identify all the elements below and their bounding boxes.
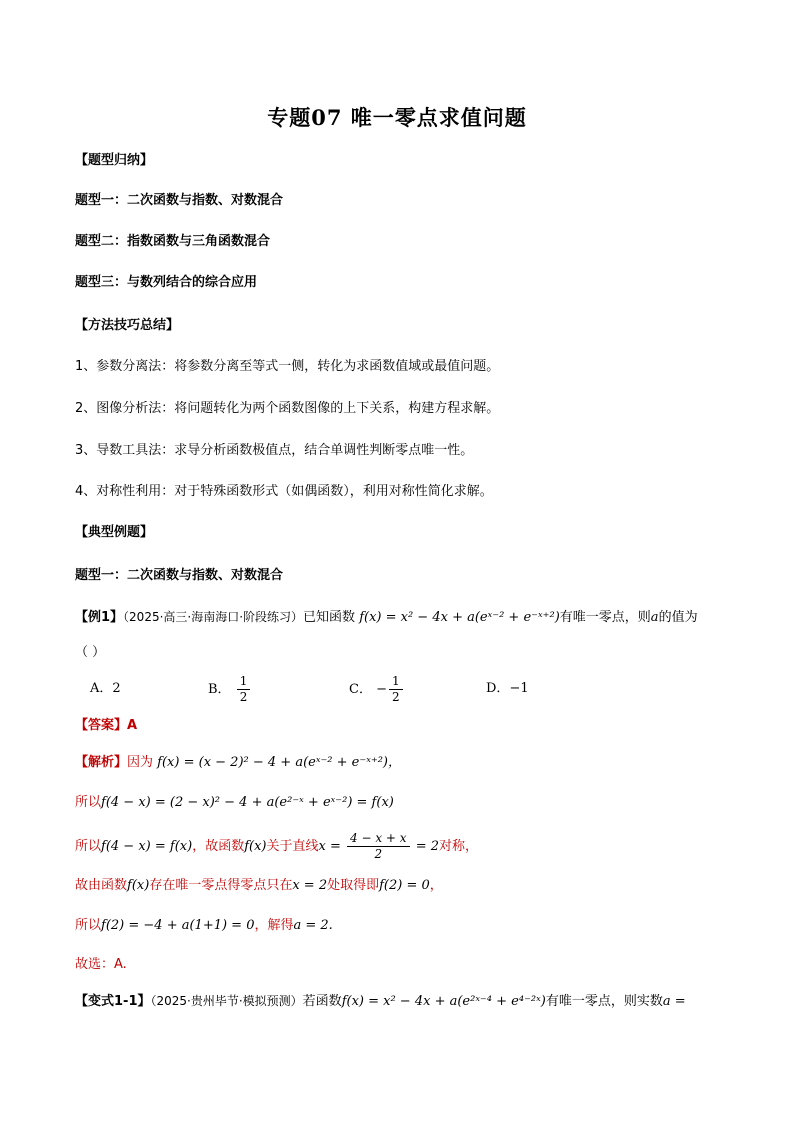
option-a	[90, 680, 121, 698]
analysis-step-2: f(4 − x) = (2 − x)² − 4 + a(e²⁻ˣ + eˣ⁻²) = f(x)	[101, 795, 394, 810]
example-type1-heading: 题型一：二次函数与指数、对数混合	[75, 568, 284, 583]
option-a-value: 2	[112, 681, 121, 696]
analysis-step-3-func: f(x)	[244, 839, 267, 854]
variant1-stem-prefix: 若函数	[302, 994, 342, 1009]
analysis-step-3-text-1: ，故函数	[192, 839, 245, 854]
analysis-line-5	[75, 917, 333, 935]
answer-value: A	[127, 718, 138, 733]
variant1-stem	[75, 992, 686, 1011]
analysis-step-4-text-4: ，	[429, 878, 443, 893]
analysis-line-4	[75, 877, 443, 895]
option-a-letter: A．	[90, 681, 113, 696]
variant1-stem-suffix: 有唯一零点，则实数	[545, 994, 663, 1009]
analysis-step-4-func: f(x)	[127, 878, 150, 893]
variant1-var: a =	[662, 994, 686, 1009]
example1-stem-end: 的值为	[658, 610, 698, 625]
analysis-step-3-fraction	[347, 831, 410, 862]
analysis-step-4-text-1: 故由函数	[75, 878, 128, 893]
option-d	[486, 680, 529, 698]
examples-heading: 【典型例题】	[75, 525, 154, 540]
analysis-step-3-x: x =	[318, 839, 341, 854]
types-heading: 【题型归纳】	[75, 153, 154, 168]
method-item-3: 3、导数工具法：求导分析函数极值点，结合单调性判断零点唯一性。	[75, 443, 474, 458]
variant1-function: f(x) = x² − 4x + a(e²ˣ⁻⁴ + e⁴⁻²ˣ)	[341, 994, 546, 1009]
answer-label: 【答案】	[75, 718, 128, 733]
example1-stem	[75, 608, 698, 627]
answer-line	[75, 717, 137, 735]
type1-item: 题型一：二次函数与指数、对数混合	[75, 193, 284, 208]
analysis-step-5-result: a = 2.	[293, 918, 333, 933]
example1-label: 【例1】	[75, 610, 124, 625]
methods-heading: 【方法技巧总结】	[75, 318, 180, 333]
option-b-letter: B．	[208, 682, 231, 697]
analysis-step-3-text-3: 对称，	[439, 839, 479, 854]
option-c: C． − $\frac{1}{2}$	[349, 674, 405, 705]
analysis-step-3-eq: f(4 − x) = f(x)	[101, 839, 193, 854]
option-b	[208, 674, 252, 705]
example1-paren: （ ）	[75, 645, 106, 660]
variant1-label: 【变式1-1】	[75, 994, 151, 1009]
analysis-step-5-text-2: ，解得	[254, 918, 294, 933]
analysis-step-2-prefix: 所以	[75, 795, 102, 810]
example1-stem-prefix: 已知函数	[303, 610, 356, 625]
type2-item: 题型二：指数函数与三角函数混合	[75, 234, 271, 249]
analysis-step-3-text-2: 关于直线	[266, 839, 319, 854]
analysis-label: 【解析】	[75, 755, 128, 770]
option-d-value: −1	[509, 681, 529, 696]
analysis-step-3-value: = 2	[415, 839, 439, 854]
option-c-letter: C．	[349, 682, 372, 697]
analysis-step-4-x: x = 2	[292, 878, 328, 893]
analysis-line-1	[75, 754, 401, 772]
analysis-step-5-eq: f(2) = −4 + a(1+1) = 0	[101, 918, 255, 933]
analysis-conclusion: 故选：A.	[75, 957, 127, 972]
fraction-denominator: 2	[374, 847, 383, 861]
type3-item: 题型三：与数列结合的综合应用	[75, 275, 258, 290]
method-item-1: 1、参数分离法：将参数分离至等式一侧，转化为求函数值域或最值问题。	[75, 359, 500, 374]
analysis-step-5-text-1: 所以	[75, 918, 102, 933]
analysis-line-2	[75, 794, 394, 812]
variant1-source: （2025·贵州毕节·模拟预测）	[150, 994, 303, 1008]
page-title: 专题07 唯一零点求值问题	[267, 105, 527, 130]
method-item-4: 4、对称性利用：对于特殊函数形式（如偶函数），利用对称性简化求解。	[75, 484, 493, 499]
option-c-fraction: $\frac{1}{2}$	[389, 674, 403, 705]
analysis-step-4-text-3: 处取得即	[327, 878, 380, 893]
analysis-step-3-prefix: 所以	[75, 839, 102, 854]
analysis-intro: 因为	[127, 755, 154, 770]
example1-stem-suffix: 有唯一零点，则	[559, 610, 651, 625]
fraction-numerator: 4 − x + x	[347, 831, 410, 847]
option-d-letter: D．	[486, 681, 510, 696]
example1-source: （2025·高三·海南海口·阶段练习）	[123, 610, 304, 624]
analysis-line-3	[75, 831, 478, 862]
method-item-2: 2、图像分析法：将问题转化为两个函数图像的上下关系，构建方程求解。	[75, 401, 500, 416]
example1-function: f(x) = x² − 4x + a(eˣ⁻² + e⁻ˣ⁺²)	[359, 610, 560, 625]
example1-var: a	[650, 610, 659, 625]
analysis-step-1: f(x) = (x − 2)² − 4 + a(eˣ⁻² + e⁻ˣ⁺²)，	[157, 755, 401, 770]
analysis-step-4-eq: f(2) = 0	[379, 878, 430, 893]
analysis-step-4-text-2: 存在唯一零点得零点只在	[149, 878, 293, 893]
option-b-fraction: $\frac{1}{2}$	[237, 674, 251, 705]
